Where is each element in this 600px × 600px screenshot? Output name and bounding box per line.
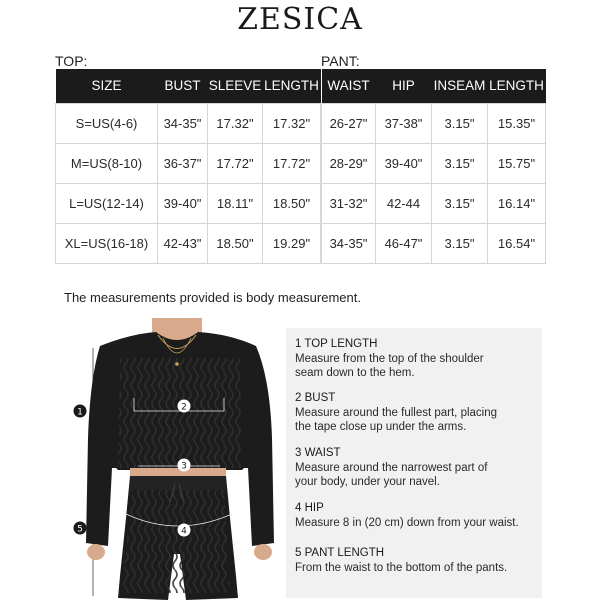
svg-text:3: 3 <box>181 461 187 472</box>
cell-inseam: 3.15" <box>432 183 488 223</box>
guide-title: 2 BUST <box>295 392 336 404</box>
guide-item-pant-length <box>295 546 507 575</box>
header-inseam: INSEAM <box>432 69 488 103</box>
table-row <box>56 103 321 143</box>
guide-item-top-length <box>295 337 484 381</box>
table-row <box>56 223 321 263</box>
top-section-label: TOP: <box>55 53 88 69</box>
guide-text: Measure around the fullest part, placing <box>295 406 498 419</box>
table-row <box>56 183 321 223</box>
guide-text: Measure around the narrowest part of <box>295 461 488 474</box>
guide-text: Measure 8 in (20 cm) down from your waist. <box>295 516 519 529</box>
cell-length: 18.50" <box>263 183 321 223</box>
header-size: SIZE <box>56 69 158 103</box>
svg-text:2: 2 <box>181 402 187 413</box>
marker-1 <box>74 405 87 418</box>
cell-hip: 46-47" <box>376 223 432 263</box>
cell-waist: 31-32" <box>322 183 376 223</box>
cell-bust: 39-40" <box>158 183 208 223</box>
cell-length: 17.32" <box>263 103 321 143</box>
table-row <box>322 183 546 223</box>
header-bust: BUST <box>158 69 208 103</box>
table-row <box>56 143 321 183</box>
guide-text: the tape close up under the arms. <box>295 421 467 433</box>
cell-bust: 42-43" <box>158 223 208 263</box>
svg-text:5: 5 <box>77 524 83 535</box>
cell-size: XL=US(16-18) <box>56 223 158 263</box>
measurement-guide-panel <box>286 328 542 598</box>
cell-inseam: 3.15" <box>432 223 488 263</box>
guide-text: seam down to the hem. <box>295 367 415 379</box>
svg-text:1: 1 <box>77 407 83 418</box>
guide-item-hip <box>295 501 519 530</box>
model-figure-art <box>86 318 274 600</box>
marker-4 <box>178 524 191 537</box>
guide-title: 5 PANT LENGTH <box>295 547 385 559</box>
guide-title: 3 WAIST <box>295 447 341 459</box>
cell-hip: 39-40" <box>376 143 432 183</box>
cell-hip: 42-44 <box>376 183 432 223</box>
cell-inseam: 3.15" <box>432 143 488 183</box>
cell-waist: 28-29" <box>322 143 376 183</box>
cell-inseam: 3.15" <box>432 103 488 143</box>
cell-waist: 26-27" <box>322 103 376 143</box>
measurement-note: The measurements provided is body measurement. <box>64 290 361 305</box>
cell-waist: 34-35" <box>322 223 376 263</box>
pant-section-label: PANT: <box>321 53 360 69</box>
table-row <box>322 143 546 183</box>
cell-size: L=US(12-14) <box>56 183 158 223</box>
brand-logo: ZESICA <box>237 2 363 37</box>
marker-5 <box>74 522 87 535</box>
guide-text: your body, under your navel. <box>295 476 440 488</box>
cell-bust: 34-35" <box>158 103 208 143</box>
pant-size-table <box>321 69 546 264</box>
cell-length: 15.35" <box>488 103 546 143</box>
header-waist: WAIST <box>322 69 376 103</box>
table-row <box>322 223 546 263</box>
cell-sleeve: 18.11" <box>208 183 263 223</box>
cell-bust: 36-37" <box>158 143 208 183</box>
guide-text: From the waist to the bottom of the pants. <box>295 561 508 574</box>
header-length: LENGTH <box>488 69 546 103</box>
guide-text: Measure from the top of the shoulder <box>295 352 484 365</box>
svg-text:4: 4 <box>181 526 187 537</box>
model-figure <box>60 318 285 600</box>
cell-sleeve: 18.50" <box>208 223 263 263</box>
cell-length: 16.54" <box>488 223 546 263</box>
cell-length: 19.29" <box>263 223 321 263</box>
header-hip: HIP <box>376 69 432 103</box>
cell-sleeve: 17.72" <box>208 143 263 183</box>
guide-item-bust <box>295 391 497 435</box>
table-header-row <box>56 69 321 103</box>
cell-hip: 37-38" <box>376 103 432 143</box>
header-sleeve: SLEEVE <box>208 69 263 103</box>
guide-title: 1 TOP LENGTH <box>295 338 378 350</box>
cell-length: 16.14" <box>488 183 546 223</box>
marker-2 <box>178 400 191 413</box>
top-size-table <box>55 69 321 264</box>
marker-3 <box>178 459 191 472</box>
cell-length: 15.75" <box>488 143 546 183</box>
cell-sleeve: 17.32" <box>208 103 263 143</box>
guide-item-waist <box>295 446 487 490</box>
cell-size: M=US(8-10) <box>56 143 158 183</box>
guide-title: 4 HIP <box>295 502 324 514</box>
table-header-row <box>322 69 546 103</box>
header-length: LENGTH <box>263 69 321 103</box>
table-row <box>322 103 546 143</box>
cell-size: S=US(4-6) <box>56 103 158 143</box>
cell-length: 17.72" <box>263 143 321 183</box>
